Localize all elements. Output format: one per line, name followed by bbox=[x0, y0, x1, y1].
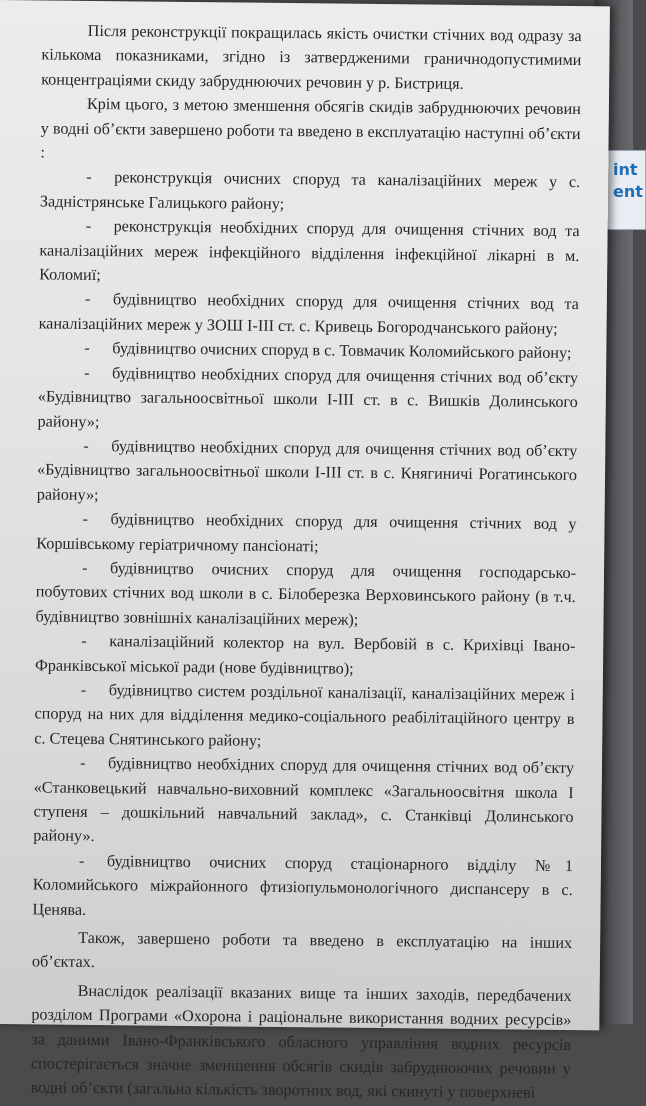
intro-paragraph-2: Крім цього, з метою зменшення обсягів скидів забруднюючих речовин у водні об’єкти завершено роботи та введено в експлуатацію наступні об’єкти : bbox=[40, 95, 581, 162]
list-item-text: будівництво систем роздільної каналізації, каналізаційних мереж і споруд на них для відділення медико-соціального реабілітаційного центру в с. Стецева Снятинського району; bbox=[34, 681, 575, 750]
list-marker: - bbox=[80, 680, 87, 699]
list-item-text: будівництво необхідних споруд для очищення стічних вод у Коршівському геріатричному пансіонаті; bbox=[36, 510, 577, 555]
list-item bbox=[35, 555, 576, 634]
list-marker: - bbox=[78, 851, 85, 870]
list-item bbox=[37, 433, 578, 512]
list-marker: - bbox=[81, 632, 87, 651]
list-marker: - bbox=[83, 436, 89, 455]
sticker-text: int ent bbox=[613, 160, 643, 201]
list-item-text: каналізаційний колектор на вул. Вербовій в с. Крихівці Івано-Франківської міської ради (нове будівництво); bbox=[34, 632, 576, 678]
list-item-text: будівництво очисних споруд стаціонарного відділу №1 Коломийського міжрайонного фтизіопульмонологічного диспансеру в с. Ценява. bbox=[32, 851, 574, 919]
list-item-text: реконструкція необхідних споруд для очищення стічних вод та каналізаційних мереж інфекційного відділення інфекційної лікарні в м. Коломиї; bbox=[39, 217, 580, 285]
list-item-text: будівництво очисних споруд для очищення господарсько-побутових стічних вод школи в с. Білоберезка Верховинського району (в т.ч. будівництво зовнішніх каналізаційних мереж); bbox=[35, 559, 577, 629]
outro-paragraph-1: Також, завершено роботи та введено в експлуатацію на інших об’єктах. bbox=[31, 928, 573, 972]
list-marker: - bbox=[84, 290, 91, 309]
document-body bbox=[30, 18, 581, 1105]
list-marker: - bbox=[81, 558, 88, 577]
list-item bbox=[37, 360, 578, 439]
list-item-text: будівництво необхідних споруд для очищення стічних вод об’єкту «Станковецький навчально-виховний комплекс «Загальноосвітня школа І ступеня – дошкільний навчальний заклад», с. Станківці Долинського району». bbox=[33, 754, 575, 846]
intro-paragraph-1: Після реконструкції покращилась якість очистки стічних вод одразу за кількома показниками, згідно із затвердженими граничнодопустимими концентраціями скиду забруднюючих речовин у р. Бистриця. bbox=[41, 21, 582, 93]
list-item-text: будівництво необхідних споруд для очищення стічних вод об’єкту «Будівництво загальноосвітньої школи І-ІІІ ст. в с. Вишків Долинського району»; bbox=[37, 363, 579, 431]
list-marker: - bbox=[85, 217, 92, 236]
list-marker: - bbox=[79, 754, 86, 773]
list-item bbox=[32, 848, 573, 927]
list-item-text: будівництво необхідних споруд для очищення стічних вод об’єкту «Будівництво загальноосвітньої школи І-ІІІ ст. в с. Княгиничі Рогатинського району»; bbox=[36, 437, 578, 504]
list-item bbox=[39, 214, 580, 293]
list-marker: - bbox=[86, 168, 92, 187]
list-item bbox=[35, 629, 575, 683]
list-item bbox=[40, 165, 580, 219]
list-item bbox=[38, 287, 578, 341]
list-item-text: реконструкція очисних споруд та каналізаційних мереж у с. Задністрянське Галицького району; bbox=[39, 168, 581, 213]
list-marker: - bbox=[82, 510, 89, 529]
laptop-sticker bbox=[604, 150, 646, 230]
outro-paragraph-2: Внаслідок реалізації вказаних вище та інших заходів, передбачених розділом Програми «Охорона і раціональне використання водних ресурсів» за даними Івано-Франківського обласного управління водних ресурсів спостерігається значне зменшення обсягів скидів забруднюючих речовин у водні об’єкти (загальна кількість зворотних вод, які скинуті у поверхневі bbox=[30, 981, 572, 1103]
list-item bbox=[36, 507, 576, 561]
measures-list bbox=[32, 165, 580, 927]
list-item bbox=[34, 677, 575, 756]
list-marker: - bbox=[84, 339, 90, 358]
list-item-text: будівництво необхідних споруд для очищення стічних вод та каналізаційних мереж у ЗОШ І-ІІІ ст. с. Кривець Богородчанського району; bbox=[38, 290, 579, 338]
list-item-text: будівництво очисних споруд в с. Товмачик Коломийського району; bbox=[112, 339, 572, 363]
list-item bbox=[33, 751, 574, 854]
list-marker: - bbox=[84, 363, 90, 382]
